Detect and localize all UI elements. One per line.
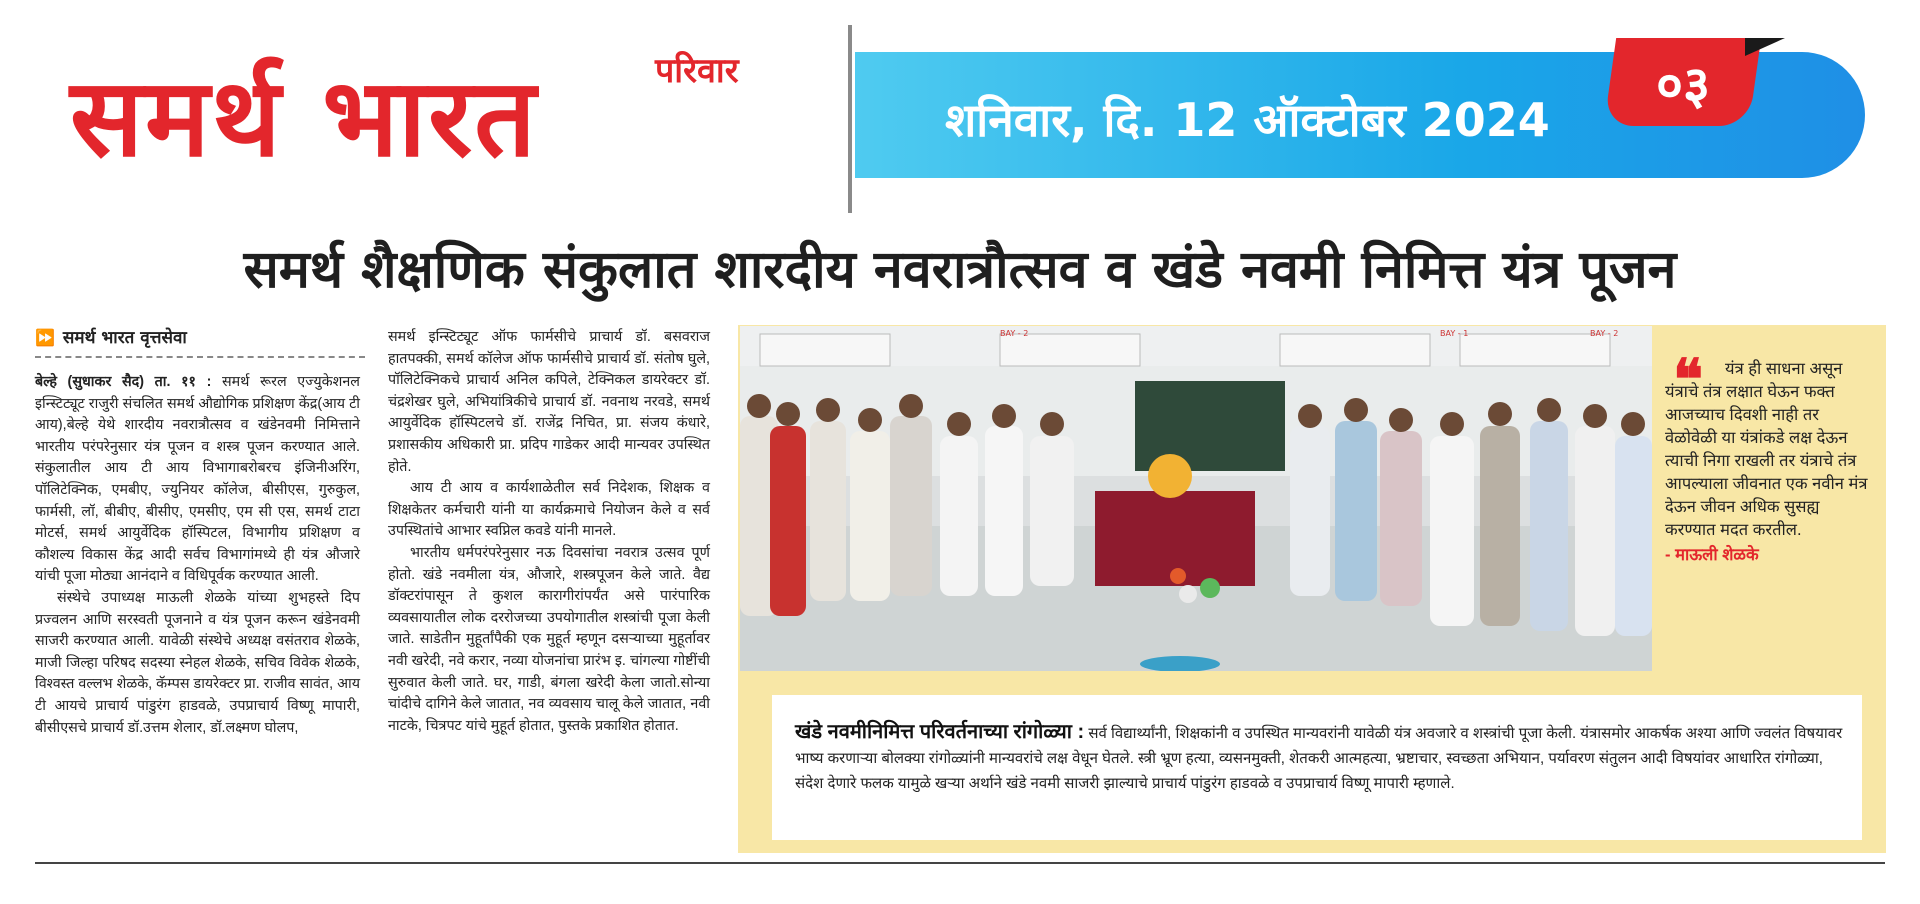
caption-title: खंडे नवमीनिमित्त परिवर्तनाच्या रांगोळ्या : bbox=[795, 721, 1085, 743]
masthead-divider bbox=[848, 25, 852, 213]
event-group-photo-icon bbox=[740, 326, 1652, 671]
byline bbox=[35, 325, 365, 358]
quote-text: यंत्र ही साधना असून यंत्राचे तंत्र लक्षात घेऊन फक्त आजच्याच दिवशी नाही तर वेळोवेळी या यंत्रांकडे लक्ष देऊन त्याची निगा राखली तर यंत्राचे तंत्र आपल्याला जीवनात एक नवीन मंत्र देऊन जीवन अधिक सुसह्य करण्यात मदत करतील. bbox=[1665, 360, 1868, 539]
page-number: ०३ bbox=[1655, 56, 1711, 116]
article-paragraph: समर्थ इन्स्टिट्यूट ऑफ फार्मसीचे प्राचार्य डॉ. बसवराज हातपक्की, समर्थ कॉलेज ऑफ फार्मसीचे प्राचार्य डॉ. संतोष घुले, पॉलिटेक्निकचे प्राचार्य अनिल कपिले, टेक्निकल डायरेक्टर डॉ. चंद्रशेखर घुले, अभियांत्रिकीचे प्राचार्य डॉ. नवनाथ नरवडे, समर्थ आयुर्वेदिक हॉस्पिटलचे डॉ. राजेंद्र निचित, प्रा. संजय कंधारे, प्रशासकीय अधिकारी प्रा. प्रदिप गाडेकर आदी मान्यवर उपस्थित होते. bbox=[388, 329, 710, 475]
double-arrow-icon: ⏩ bbox=[35, 328, 55, 347]
bay-label: BAY - 2 bbox=[1590, 329, 1619, 338]
article-text: समर्थ रूरल एज्युकेशनल इन्स्टिट्यूट राजुरी संचलित समर्थ औद्योगिक प्रशिक्षण केंद्र(आय टी आय),बेल्हे येथे शारदीय नवरात्रौत्सव व खंडेनवमी निमित्ताने भारतीय परंपरेनुसार यंत्र पूजन व शस्त्र पूजन करण्यात आले. संकुलातील आय टी आय विभागाबरोबरच इंजिनीअरिंग, पॉलिटेक्निक, एमबीए, ज्युनियर कॉलेज, बीसीएस, गुरुकुल, फार्मसी, लॉ, बीबीए, बीसीए, एमसीए, एम सी एस, समर्थ टाटा मोटर्स, समर्थ आयुर्वेदिक हॉस्पिटल, विभागीय प्रशिक्षण व कौशल्य विकास केंद्र आदी सर्वच विभागांमध्ये ही यंत्र औजारे यांची पूजा मोठ्या आनंदाने व विधिपूर्वक करण्यात आली. bbox=[35, 374, 361, 585]
headline: समर्थ शैक्षणिक संकुलात शारदीय नवरात्रौत्सव व खंडे नवमी निमित्त यंत्र पूजन bbox=[243, 240, 1677, 300]
byline-text: समर्थ भारत वृत्तसेवा bbox=[62, 328, 187, 348]
masthead-title: समर्थ भारत bbox=[70, 56, 538, 181]
quote-author: - माऊली शेळके bbox=[1665, 546, 1759, 564]
bay-label: BAY - 2 bbox=[1000, 329, 1029, 338]
photo-caption bbox=[795, 720, 1845, 796]
bay-label: BAY - 1 bbox=[1440, 329, 1469, 338]
event-photo bbox=[740, 326, 1652, 671]
masthead-subtitle: परिवार bbox=[655, 51, 739, 91]
page-badge-fold bbox=[1745, 38, 1785, 56]
article-column-1 bbox=[35, 372, 360, 739]
quote-mark-icon: ❝ bbox=[1673, 347, 1704, 413]
article-paragraph: संस्थेचे उपाध्यक्ष माऊली शेळके यांच्या शुभहस्ते दिप प्रज्वलन आणि सरस्वती पूजनाने व यंत्र पूजन करून खंडेनवमी साजरी करण्यात आली. यावेळी संस्थेचे अध्यक्ष वसंतराव शेळके, माजी जिल्हा परिषद सदस्या स्नेहल शेळके, सचिव विवेक शेळके, विश्वस्त वल्लभ शेळके, कॅम्पस डायरेक्टर प्रा. राजीव सावंत, आय टी आयचे प्राचार्य पांडुरंग हाडवळे, उपप्राचार्य विष्णू मापारी, बीसीएसचे प्राचार्य डॉ.उत्तम शेलार, डॉ.लक्ष्मण घोलप, bbox=[35, 589, 360, 736]
article-lead: बेल्हे (सुधाकर सैद) ता. ११ : bbox=[35, 374, 212, 390]
quote-box bbox=[1665, 358, 1870, 567]
article-column-2 bbox=[388, 327, 710, 737]
bottom-rule bbox=[35, 862, 1885, 864]
article-paragraph: आय टी आय व कार्यशाळेतील सर्व निदेशक, शिक्षक व शिक्षकेतर कर्मचारी यांनी या कार्यक्रमाचे नियोजन केले व सर्व उपस्थितांचे आभार स्वप्निल कवडे यांनी मानले. bbox=[388, 480, 710, 540]
article-paragraph: भारतीय धर्मपरंपरेनुसार नऊ दिवसांचा नवरात्र उत्सव पूर्ण होतो. खंडे नवमीला यंत्र, औजारे, शस्त्रपूजन केले जाते. वैद्य डॉक्टरांपासून ते कुशल कारागीरांपर्यंत असे पारंपारिक व्यवसायातील लोक दररोजच्या उपयोगातील शस्त्रांची पूजा केली जाते. साडेतीन मुहूर्तांपैकी एक मुहूर्त म्हणून दसऱ्याच्या मुहूर्तावर नवी खरेदी, नवे करार, नव्या योजनांचा प्रारंभ इ. चांगल्या गोष्टींची सुरुवात केली जाते. घर, गाडी, बंगला खरेदी केला जातो.सोन्या चांदीचे दागिने केले जातात, नव व्यवसाय चालू केले जातात, नवी नाटके, चित्रपट यांचे मुहूर्त होतात, पुस्तके प्रकाशित होतात. bbox=[388, 544, 711, 734]
issue-date: शनिवार, दि. 12 ऑक्टोबर 2024 bbox=[945, 93, 1550, 147]
caption-body: सर्व विद्यार्थ्यांनी, शिक्षकांनी व उपस्थित मान्यवरांनी यावेळी यंत्र अवजारे व शस्त्रांची पूजा केली. यंत्रासमोर आकर्षक अश्या आणि ज्वलंत विषयावर भाष्य करणाऱ्या बोलक्या रांगोळ्यांनी मान्यवरांचे लक्ष वेधून घेतले. स्त्री भ्रूण हत्या, व्यसनमुक्ती, शेतकरी आत्महत्या, भ्रष्टाचार, स्वच्छता अभियान, पर्यावरण संतुलन आदी विषयांवर आधारित रांगोळ्या, संदेश देणारे फलक यामुळे खऱ्या अर्थाने खंडे नवमी साजरी झाल्याचे प्राचार्य पांडुरंग हाडवळे व उपप्राचार्य विष्णू मापारी म्हणाले. bbox=[795, 725, 1843, 792]
article-paragraph bbox=[35, 372, 360, 588]
